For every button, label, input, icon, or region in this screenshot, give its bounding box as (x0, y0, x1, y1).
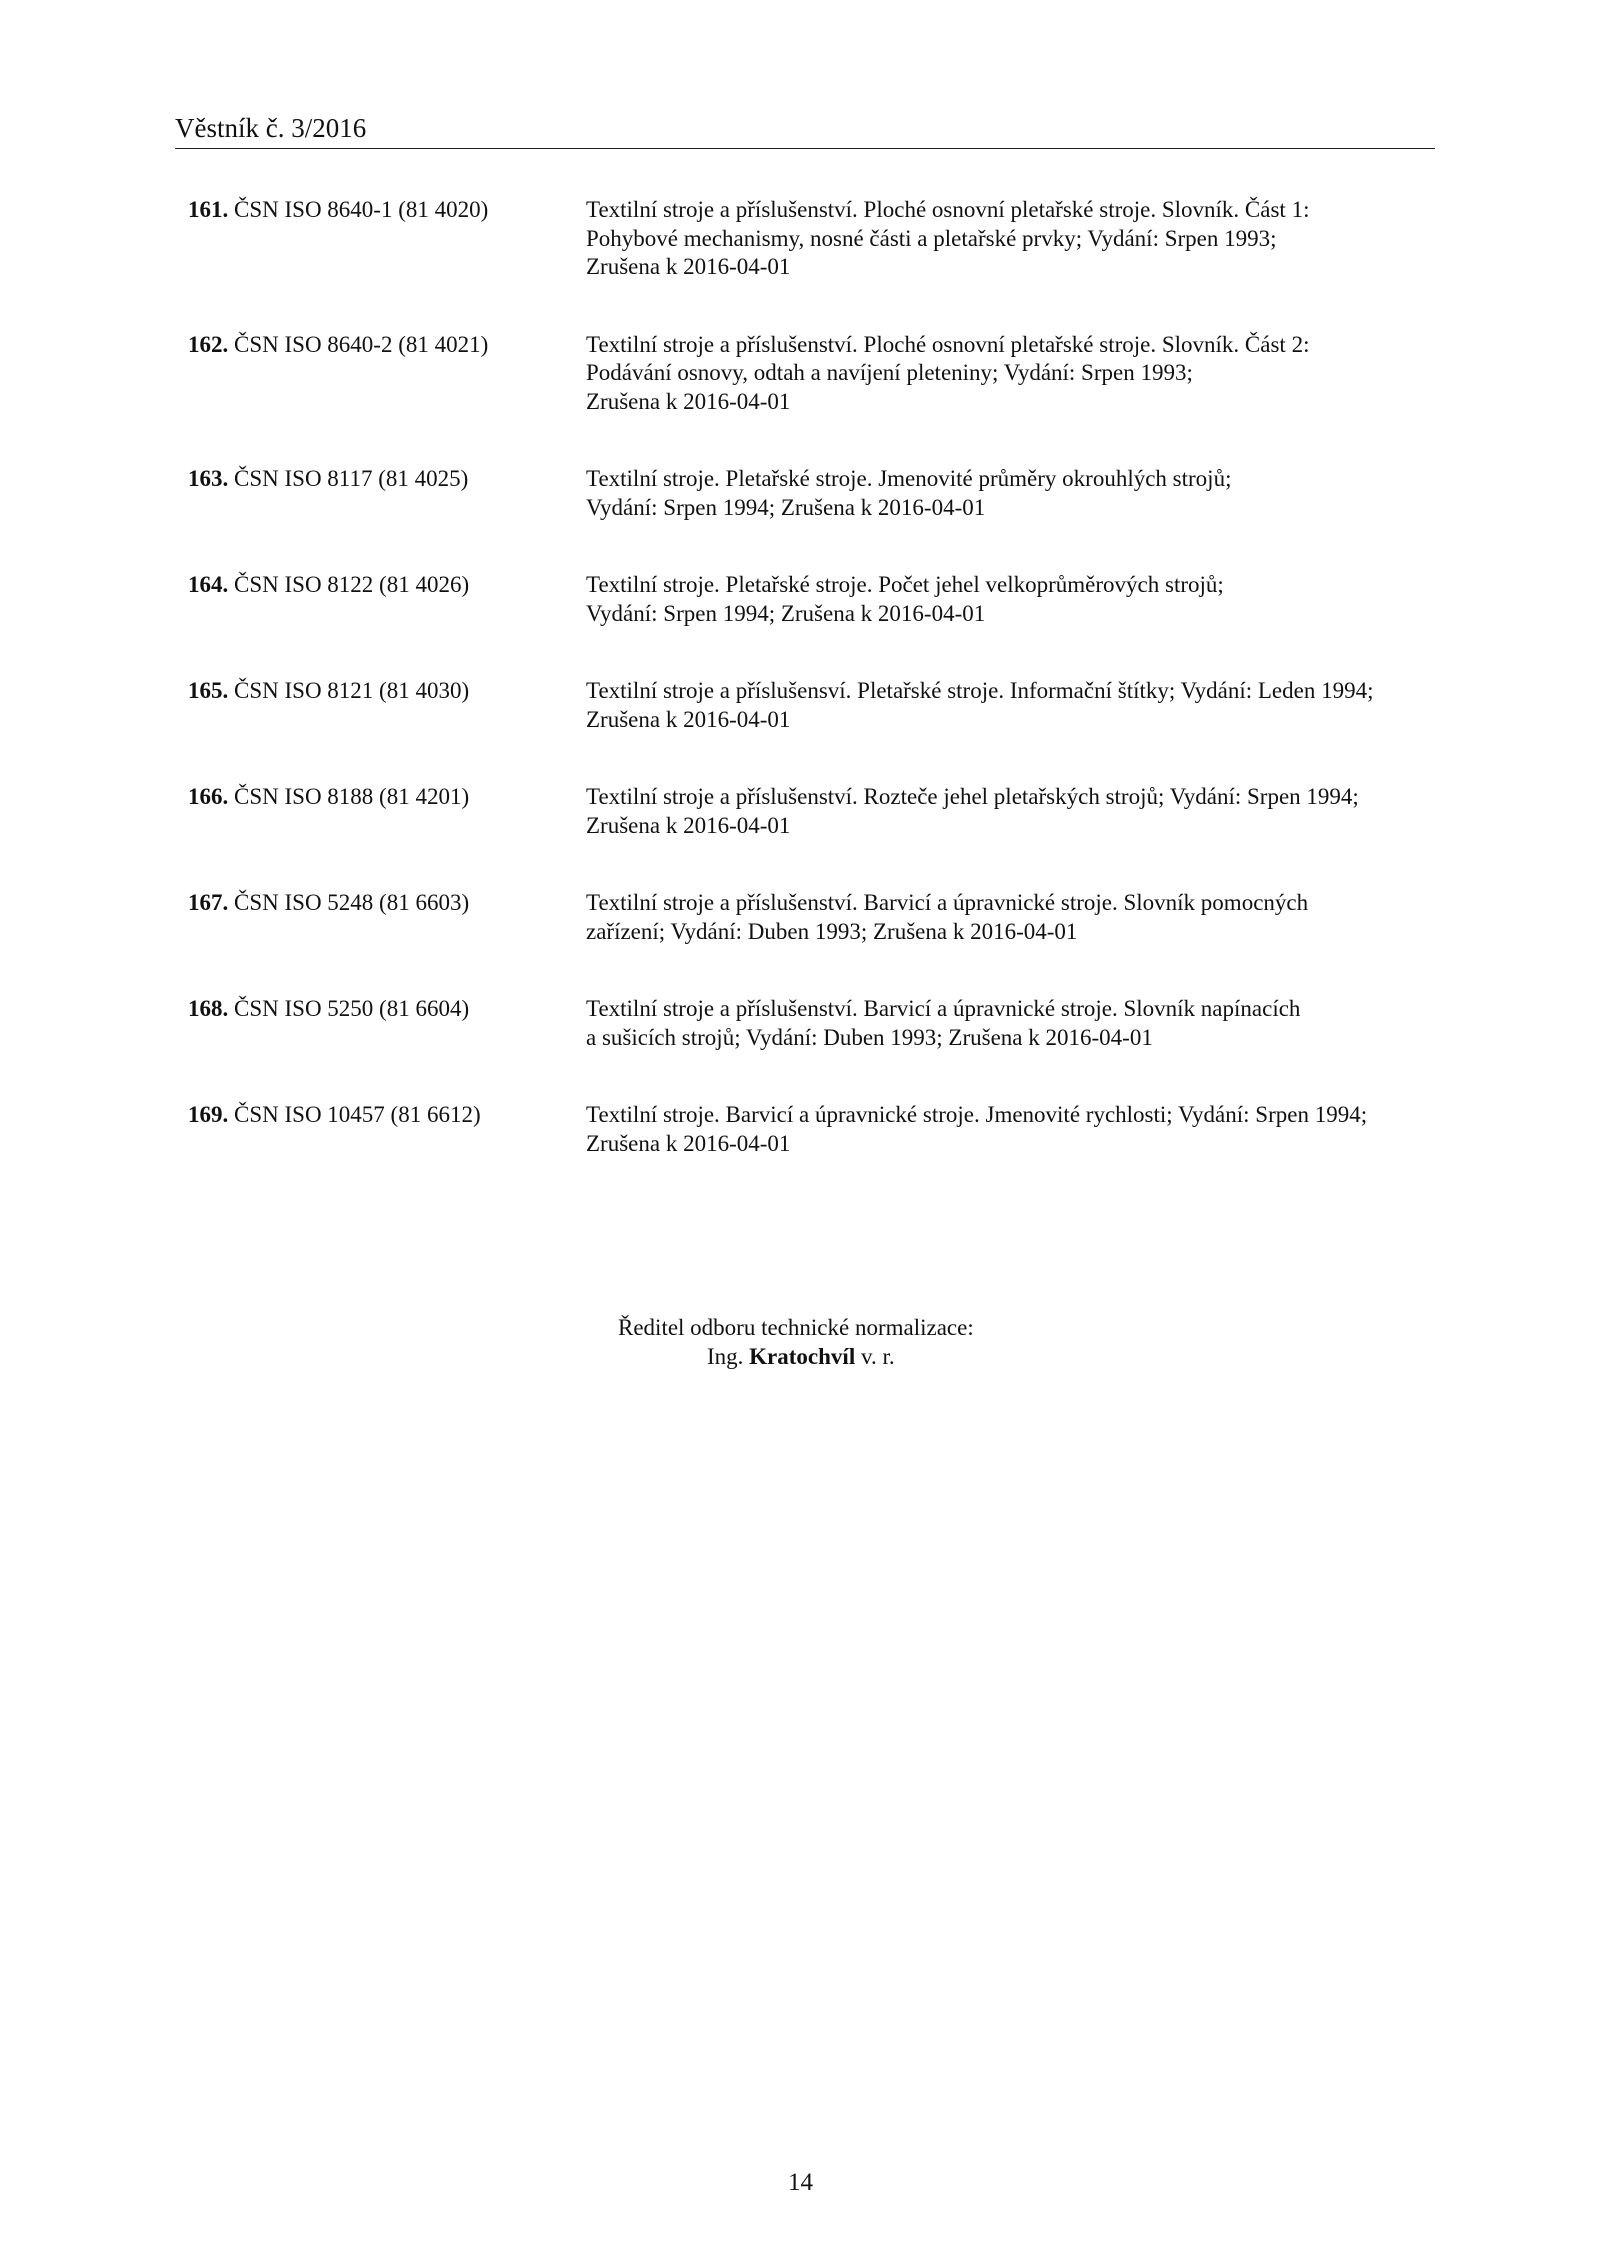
description-line: Textilní stroje a příslušensví. Pletařské stroje. Informační štítky; Vydání: Leden 1994; (586, 678, 1374, 703)
standard-identifier (188, 889, 578, 918)
standard-code: ČSN ISO 10457 (81 6612) (234, 1102, 481, 1127)
standard-identifier (188, 196, 578, 225)
description-line: Zrušena k 2016-04-01 (586, 1130, 791, 1156)
description-line: Textilní stroje a příslušenství. Barvicí a úpravnické stroje. Slovník pomocných (586, 890, 1309, 915)
signature-prefix: Ing. (707, 1344, 744, 1369)
description-line: Zrušena k 2016-04-01 (586, 812, 791, 838)
description-line: Textilní stroje. Barvicí a úpravnické stroje. Jmenovité rychlosti; Vydání: Srpen 1994; (586, 1102, 1368, 1127)
description-line: Textilní stroje a příslušenství. Barvicí a úpravnické stroje. Slovník napínacích (586, 996, 1301, 1021)
description-line: Podávání osnovy, odtah a navíjení pleteniny; Vydání: Srpen 1993; (586, 360, 1193, 385)
standard-description (586, 889, 1436, 946)
entry-number: 165. (188, 678, 229, 703)
signature-role: Ředitel odboru technické normalizace: (618, 1315, 974, 1340)
signature-suffix: v. r. (860, 1344, 895, 1369)
entry-number: 164. (188, 572, 229, 597)
standard-identifier (188, 783, 578, 812)
description-line: Vydání: Srpen 1994; Zrušena k 2016-04-01 (586, 600, 986, 626)
description-line: Textilní stroje a příslušenství. Rozteče jehel pletařských strojů; Vydání: Srpen 1994; (586, 784, 1359, 809)
standard-code: ČSN ISO 8117 (81 4025) (234, 466, 469, 491)
entry-number: 168. (188, 996, 229, 1021)
standard-identifier (188, 465, 578, 494)
description-line: Zrušena k 2016-04-01 (586, 388, 791, 414)
journal-issue-title: Věstník č. 3/2016 (175, 113, 367, 143)
description-line: Zrušena k 2016-04-01 (586, 254, 791, 279)
standard-identifier (188, 571, 578, 600)
standard-code: ČSN ISO 8122 (81 4026) (234, 572, 470, 597)
standard-description (586, 677, 1436, 734)
standard-description (586, 196, 1436, 282)
standard-code: ČSN ISO 8188 (81 4201) (234, 784, 470, 809)
entry-number: 167. (188, 890, 229, 915)
standard-identifier (188, 331, 578, 360)
standard-code: ČSN ISO 5248 (81 6603) (234, 890, 470, 915)
entry-number: 169. (188, 1102, 229, 1127)
description-line: Textilní stroje. Pletařské stroje. Jmenovité průměry okrouhlých strojů; (586, 466, 1232, 491)
entry-number: 163. (188, 466, 229, 491)
standard-description (586, 571, 1436, 628)
description-line: Zrušena k 2016-04-01 (586, 706, 791, 732)
description-line: Pohybové mechanismy, nosné části a pletařské prvky; Vydání: Srpen 1993; (586, 225, 1277, 251)
description-line: Vydání: Srpen 1994; Zrušena k 2016-04-01 (586, 494, 986, 520)
standard-code: ČSN ISO 8640-1 (81 4020) (234, 197, 489, 222)
page-number: 14 (788, 2169, 813, 2196)
signature-name-line (618, 1342, 974, 1371)
standard-identifier (188, 1101, 578, 1130)
entry-number: 161. (188, 197, 229, 222)
standard-description (586, 1101, 1436, 1158)
standard-description (586, 995, 1436, 1052)
description-line: zařízení; Vydání: Duben 1993; Zrušena k 2016-04-01 (586, 918, 1078, 944)
description-line: a sušicích strojů; Vydání: Duben 1993; Zrušena k 2016-04-01 (586, 1024, 1153, 1050)
description-line: Textilní stroje a příslušenství. Ploché osnovní pletařské stroje. Slovník. Část 1: (586, 197, 1310, 222)
standard-identifier (188, 677, 578, 706)
signature-block (618, 1313, 974, 1371)
entry-number: 166. (188, 784, 229, 809)
standard-description (586, 331, 1436, 417)
signature-name: Kratochvíl (749, 1344, 856, 1369)
standard-code: ČSN ISO 8640-2 (81 4021) (234, 331, 489, 357)
page-header (175, 112, 1435, 149)
standard-code: ČSN ISO 8121 (81 4030) (234, 678, 470, 703)
entry-number: 162. (188, 331, 229, 357)
standard-code: ČSN ISO 5250 (81 6604) (234, 996, 470, 1021)
standard-identifier (188, 995, 578, 1024)
description-line: Textilní stroje a příslušenství. Ploché osnovní pletařské stroje. Slovník. Část 2: (586, 331, 1310, 357)
standard-description (586, 783, 1436, 840)
standard-description (586, 465, 1436, 522)
description-line: Textilní stroje. Pletařské stroje. Počet jehel velkoprůměrových strojů; (586, 572, 1224, 597)
